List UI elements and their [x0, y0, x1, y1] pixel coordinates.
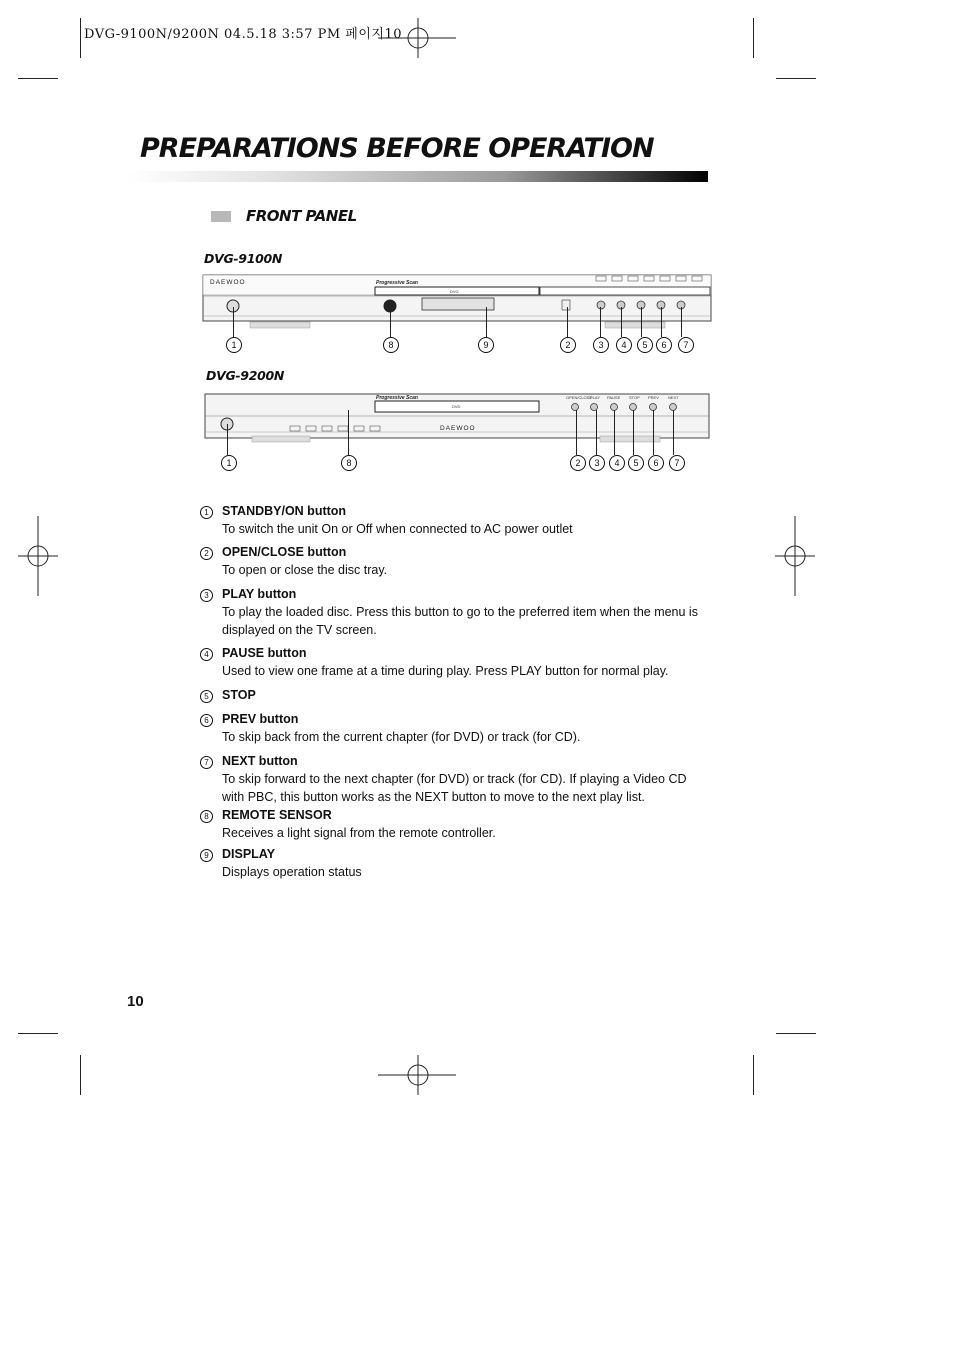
panel-brand: DAEWOO [440, 425, 476, 432]
callout-leader [641, 307, 642, 337]
tray-logo: DVD [452, 404, 461, 409]
item-label: PAUSE button [222, 646, 307, 660]
item-label: NEXT button [222, 754, 298, 768]
item-label: OPEN/CLOSE button [222, 545, 347, 559]
item-number: 3 [200, 589, 213, 602]
callout-leader [614, 410, 615, 455]
callout-marker: 3 [589, 455, 605, 471]
callout-marker: 7 [678, 337, 694, 353]
item-description: Used to view one frame at a time during play. Press PLAY button for normal play. [222, 664, 669, 678]
callout-marker: 3 [593, 337, 609, 353]
callout-marker: 1 [221, 455, 237, 471]
front-panel-dvg-9200n [200, 390, 714, 450]
panel-button-label: PLAY [590, 395, 600, 400]
panel-button-label: STOP [629, 395, 640, 400]
callout-leader [653, 410, 654, 455]
callout-marker: 6 [648, 455, 664, 471]
item-description: To play the loaded disc. Press this button to go to the preferred item when the menu is displayed on the TV screen. [222, 605, 698, 637]
callout-leader [673, 410, 674, 455]
callout-leader [486, 307, 487, 337]
item-number: 9 [200, 849, 213, 862]
crop-mark [80, 18, 81, 58]
callout-marker: 5 [637, 337, 653, 353]
callout-leader [576, 410, 577, 455]
panel-tag: Progressive Scan [376, 280, 418, 286]
item-description: To switch the unit On or Off when connected to AC power outlet [222, 522, 573, 536]
panel-button-label: PAUSE [607, 395, 621, 400]
item-label: PREV button [222, 712, 299, 726]
crop-mark [18, 1033, 58, 1034]
item-number: 5 [200, 690, 213, 703]
callout-leader [233, 307, 234, 337]
callout-leader [633, 410, 634, 455]
page-number: 10 [127, 993, 144, 1010]
item-description: To open or close the disc tray. [222, 563, 388, 577]
callout-marker: 4 [609, 455, 625, 471]
item-number: 4 [200, 648, 213, 661]
crop-mark [753, 18, 754, 58]
registration-mark-icon [378, 1055, 458, 1095]
page-title: PREPARATIONS BEFORE OPERATION [140, 133, 654, 164]
callout-leader [596, 410, 597, 455]
item-label: STANDBY/ON button [222, 504, 347, 518]
item-description: Receives a light signal from the remote controller. [222, 826, 496, 840]
panel-button-label: PREV [648, 395, 659, 400]
callout-marker: 4 [616, 337, 632, 353]
panel-button-label: NEXT [668, 395, 679, 400]
model-label-dvg-9200n: DVG-9200N [206, 368, 285, 383]
item-description: Displays operation status [222, 865, 362, 879]
section-marker [211, 211, 231, 222]
item-number: 6 [200, 714, 213, 727]
callout-marker: 1 [226, 337, 242, 353]
registration-mark-icon [18, 516, 58, 596]
tray-logo: DVG [450, 289, 459, 294]
registration-mark-icon [775, 516, 815, 596]
crop-mark [776, 1033, 816, 1034]
callout-marker: 8 [383, 337, 399, 353]
item-number: 7 [200, 756, 213, 769]
section-title: FRONT PANEL [246, 207, 357, 225]
front-panel-dvg-9100n [200, 272, 714, 332]
callout-leader [227, 424, 228, 455]
item-description: To skip back from the current chapter (for DVD) or track (for CD). [222, 730, 581, 744]
crop-mark [753, 1055, 754, 1095]
item-label: STOP [222, 688, 256, 702]
callout-leader [661, 307, 662, 337]
callout-marker: 2 [560, 337, 576, 353]
panel-tag: Progressive Scan [376, 395, 418, 401]
item-label: REMOTE SENSOR [222, 808, 332, 822]
panel-button-label: OPEN/CLOSE [566, 395, 593, 400]
item-label: PLAY button [222, 587, 297, 601]
callout-leader [600, 307, 601, 337]
callout-leader [348, 410, 349, 455]
item-description: To skip forward to the next chapter (for DVD) or track (for CD). If playing a Video CD with PBC, this button works as the NEXT button to move to the next play list. [222, 772, 687, 804]
callout-marker: 8 [341, 455, 357, 471]
callout-leader [621, 307, 622, 337]
crop-mark [776, 78, 816, 79]
title-gradient-bar [128, 171, 708, 182]
print-slug: DVG-9100N/9200N 04.5.18 3:57 PM 페이지10 [84, 27, 403, 42]
crop-mark [80, 1055, 81, 1095]
callout-leader [567, 307, 568, 337]
callout-leader [681, 307, 682, 337]
callout-marker: 2 [570, 455, 586, 471]
callout-marker: 9 [478, 337, 494, 353]
item-number: 1 [200, 506, 213, 519]
callout-marker: 7 [669, 455, 685, 471]
model-label-dvg-9100n: DVG-9100N [204, 251, 283, 266]
callout-marker: 5 [628, 455, 644, 471]
callout-marker: 6 [656, 337, 672, 353]
panel-brand: DAEWOO [210, 279, 246, 286]
crop-mark [18, 78, 58, 79]
item-number: 8 [200, 810, 213, 823]
callout-leader [390, 307, 391, 337]
item-number: 2 [200, 547, 213, 560]
item-label: DISPLAY [222, 847, 276, 861]
